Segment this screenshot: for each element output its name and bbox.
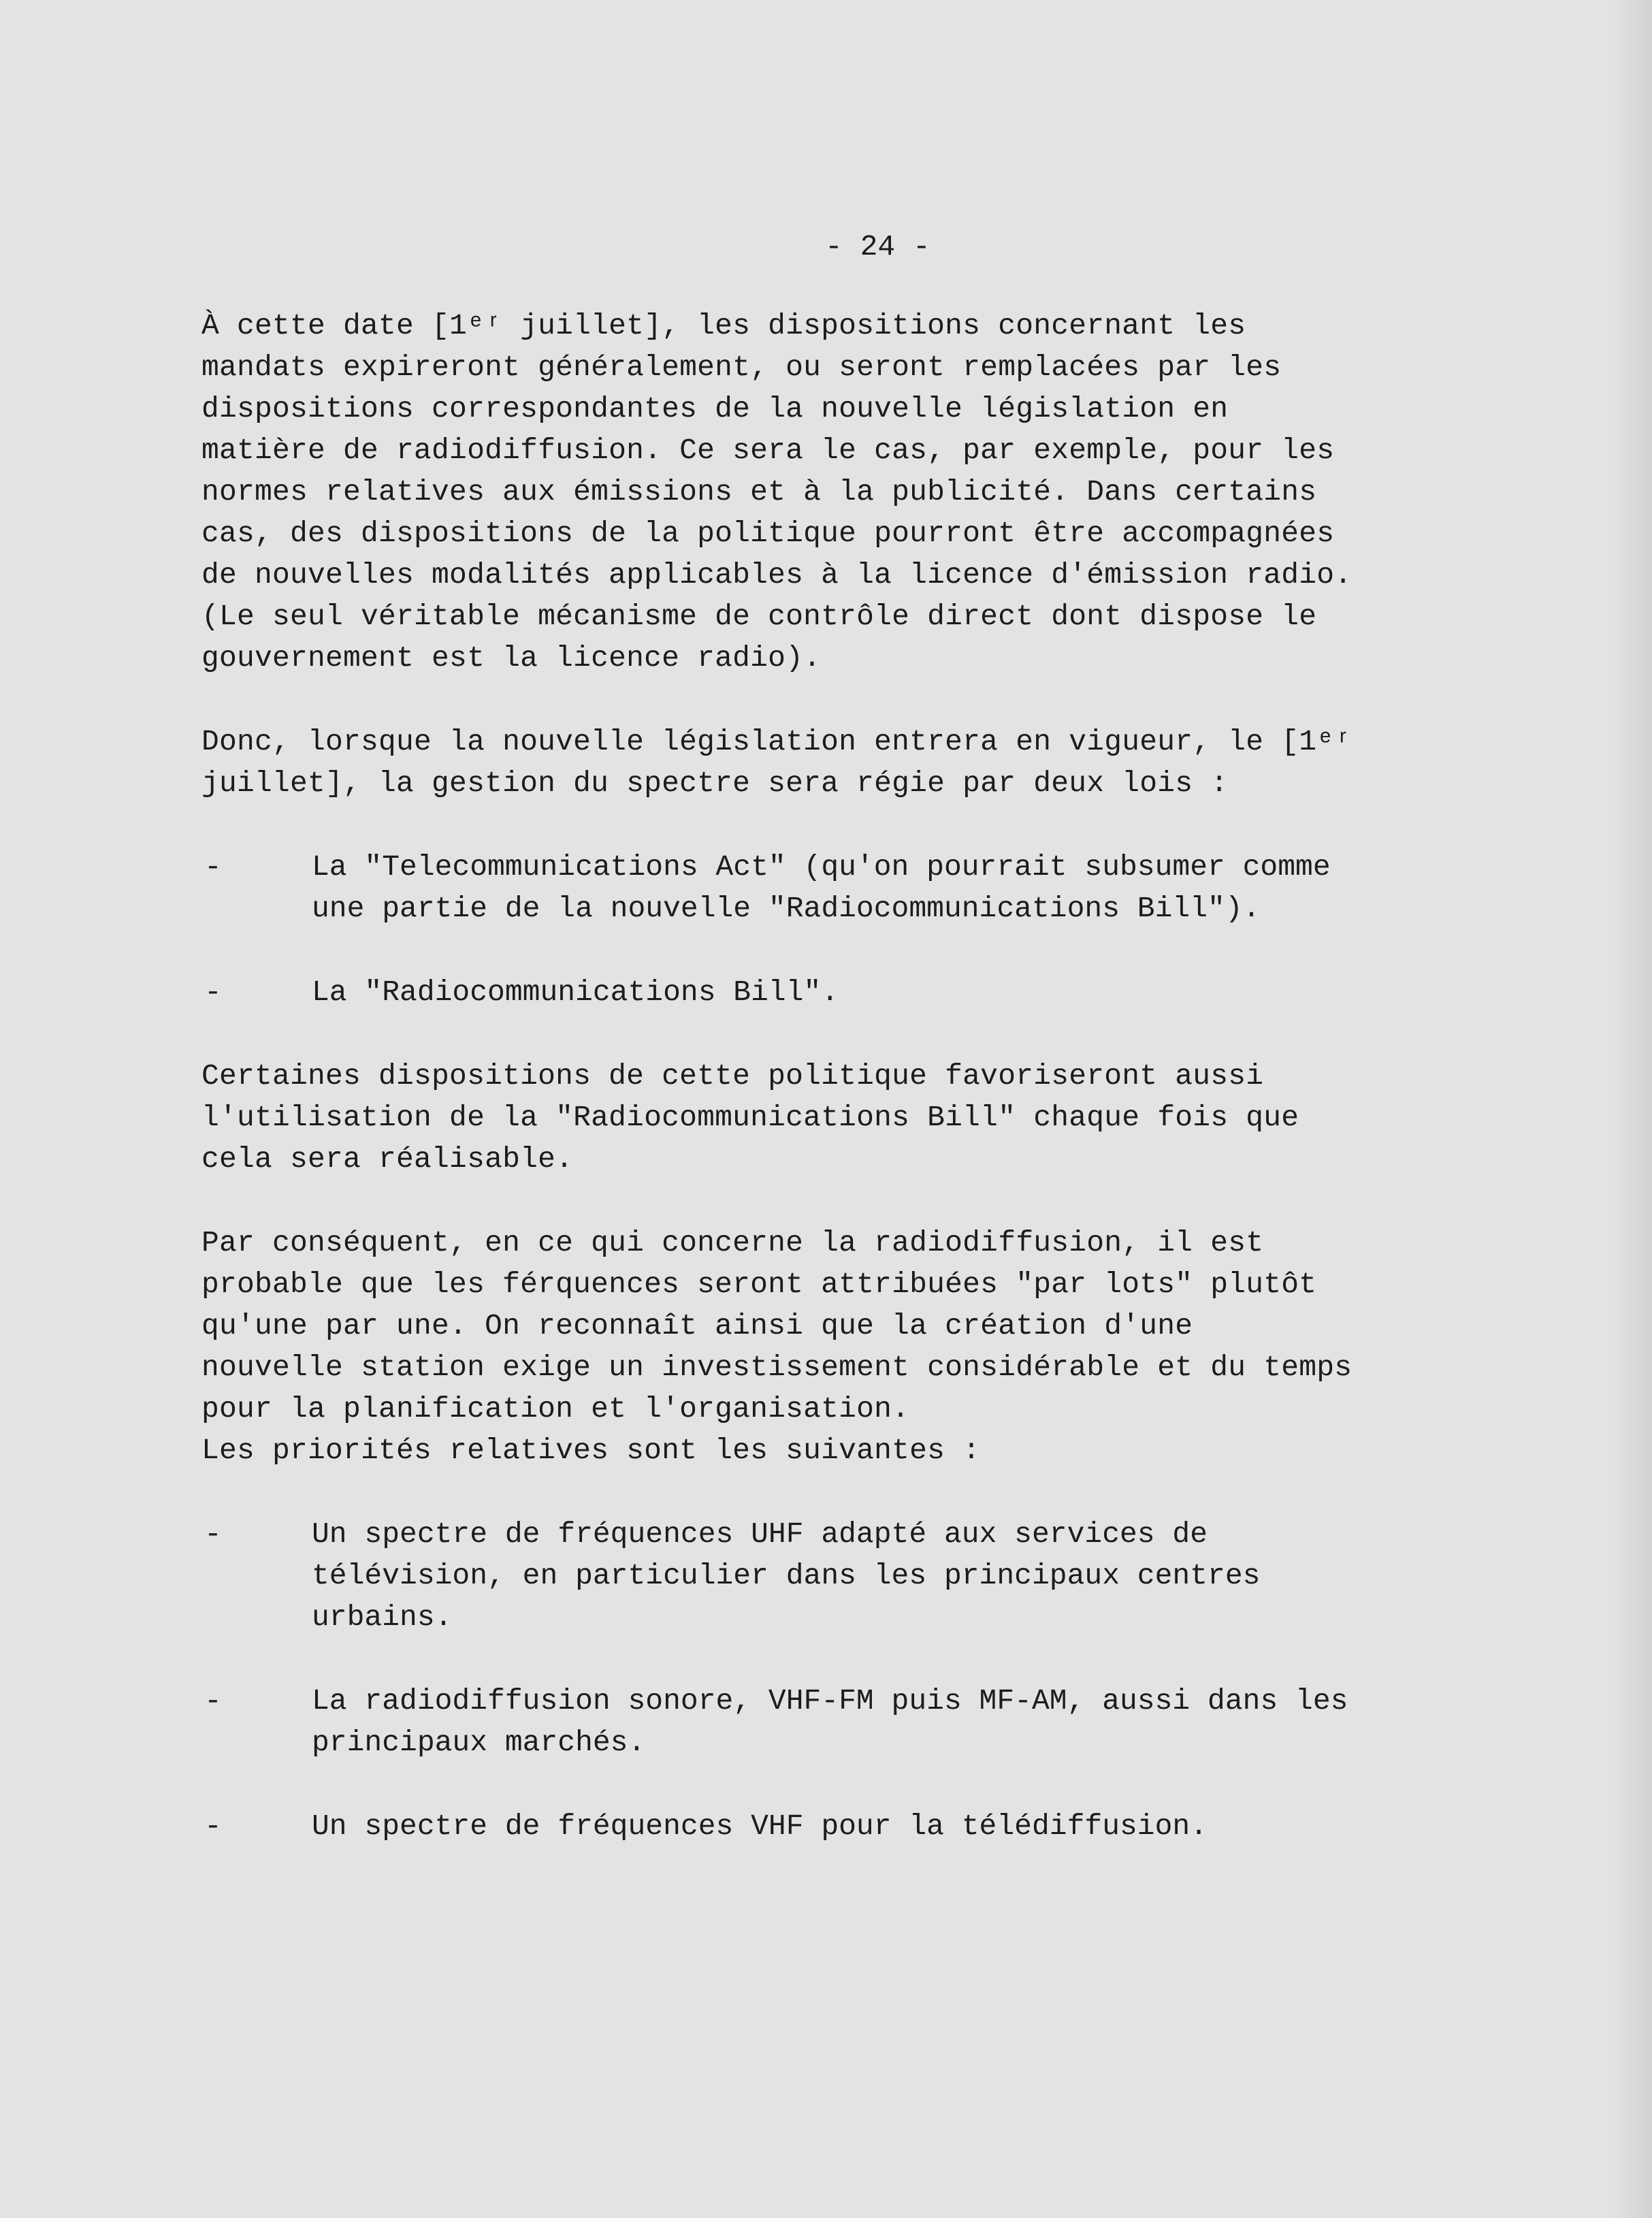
document-body [201,305,1576,1847]
page-edge-shadow [1611,0,1652,2218]
bullet-dash: - [204,1810,222,1843]
page-number: - 24 - [825,230,930,263]
list-item-vhf-spectrum [201,1805,1576,1847]
paragraph-priorities-intro: Les priorités relatives sont les suivantes : [201,1434,981,1467]
list-item-text: La "Telecommunications Act" (qu'on pourrait subsumer comme une partie de la nouvelle "Radiocommunications Bill"). [312,850,1331,925]
list-item-text: Un spectre de fréquences VHF pour la télédiffusion. [312,1810,1208,1843]
bullet-dash: - [204,1517,222,1551]
paragraph-policy-provisions: Certaines dispositions de cette politique favoriseront aussi l'utilisation de la "Radiocommunications Bill" chaque fois que cela sera réalisable. [201,1059,1299,1176]
list-item-uhf-spectrum [201,1513,1576,1638]
paragraph-two-laws: Donc, lorsque la nouvelle législation entrera en vigueur, le [1ᵉʳ juillet], la gestion du spectre sera régie par deux lois : [201,725,1353,800]
bullet-dash: - [204,850,222,884]
paragraph-broadcasting: Par conséquent, en ce qui concerne la radiodiffusion, il est probable que les férquences seront attribuées "par lots" plutôt qu'une par une. On reconnaît ainsi que la création d'une nouvelle station exige un investissement considérable et du temps pour la planification et l'organisation. [201,1226,1353,1426]
list-item-sound-broadcasting [201,1680,1576,1763]
list-item-radiocommunications-bill [201,971,1576,1013]
paragraph-mandates: À cette date [1ᵉʳ juillet], les dispositions concernant les mandats expireront généralement, ou seront remplacées par les dispositions correspondantes de la nouvelle législation en matière de radiodiffusion. Ce sera le cas, par exemple, pour les normes relatives aux émissions et à la publicité. Dans certains cas, des dispositions de la politique pourront être accompagnées de nouvelles modalités applicables à la licence d'émission radio. (Le seul véritable mécanisme de contrôle direct dont dispose le gouvernement est la licence radio). [201,309,1353,675]
list-item-telecommunications-act [201,846,1576,929]
list-item-text: La radiodiffusion sonore, VHF-FM puis MF-AM, aussi dans les principaux marchés. [312,1684,1348,1759]
bullet-dash: - [204,1684,222,1718]
list-item-text: Un spectre de fréquences UHF adapté aux services de télévision, en particulier dans les principaux centres urbains. [312,1517,1261,1634]
bullet-dash: - [204,976,222,1009]
list-item-text: La "Radiocommunications Bill". [312,976,839,1009]
